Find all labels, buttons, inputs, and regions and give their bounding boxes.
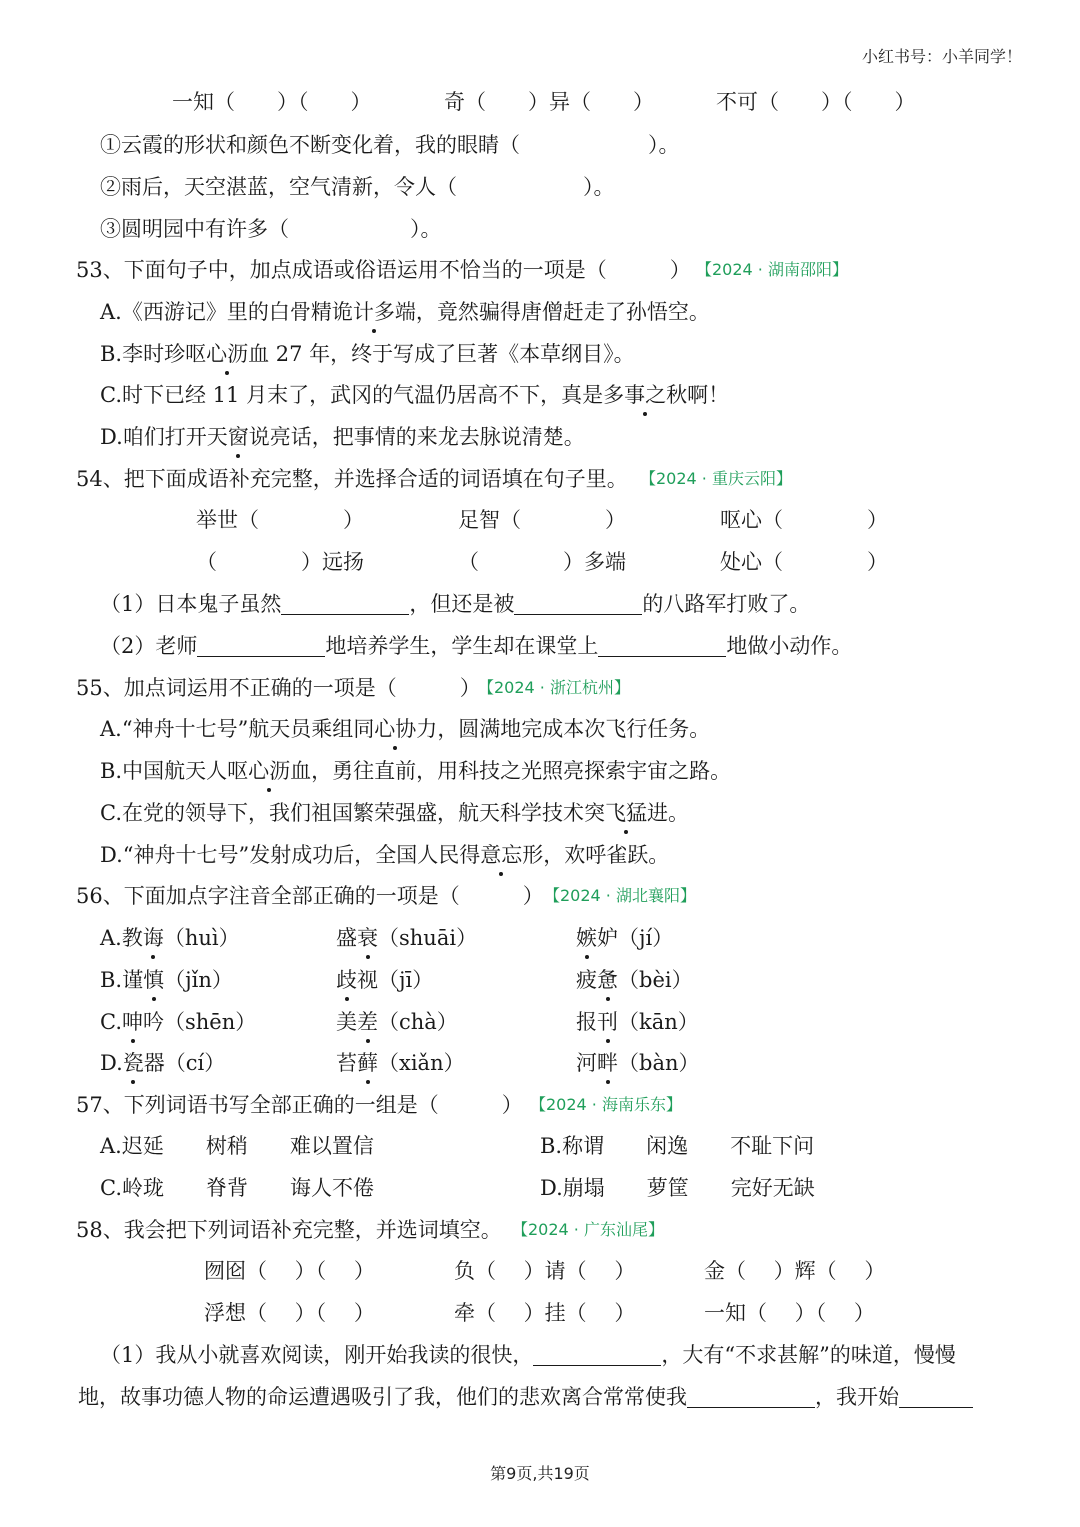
pinyin-item: C.呻吟（shēn） xyxy=(100,1004,256,1040)
option-text: C.岭珑 脊背 诲人不倦 xyxy=(100,1176,374,1200)
sentence-line xyxy=(0,169,1080,205)
idiom-blank: 囫囵（ ）（ ） xyxy=(204,1259,375,1283)
source-tag: 【2024 · 浙江杭州】 xyxy=(478,678,630,697)
sentence-text: ）。 xyxy=(583,175,615,199)
dotted-word: 呕心沥血 xyxy=(185,336,269,372)
fill-sentence xyxy=(0,628,1080,664)
idiom-blank: （ ）多端 xyxy=(458,550,626,574)
question-text: 53、下面句子中，加点成语或俗语运用不恰当的一项是（ ） xyxy=(76,258,691,282)
option-text: B.中国航天人呕心沥血，勇往直前，用科技之光照亮探索宇宙之路。 xyxy=(100,753,731,789)
dotted-word: 突飞猛进 xyxy=(584,795,668,831)
idiom-blank: 一知（ ）（ ） xyxy=(172,90,372,114)
sentence-text: ）。 xyxy=(648,133,680,157)
pinyin-item: A.教诲（huì） xyxy=(100,920,240,956)
dotted-word: 诡计多端 xyxy=(332,294,416,330)
dotted-char: 衰 xyxy=(357,920,378,956)
pinyin-item: 疲惫（bèi） xyxy=(576,962,693,998)
dotted-word: 呕心沥血 xyxy=(227,753,311,789)
sentence-text: ）。 xyxy=(410,217,442,241)
idiom-row xyxy=(0,502,1080,538)
fill-sentence xyxy=(0,1379,1080,1415)
idiom-row xyxy=(0,1253,1080,1289)
answer-blank[interactable] xyxy=(197,632,325,657)
pinyin-row xyxy=(0,1045,1080,1081)
source-tag: 【2024 · 重庆云阳】 xyxy=(640,469,792,488)
option-line xyxy=(0,837,1080,873)
question-stem xyxy=(0,1212,1080,1248)
idiom-row xyxy=(0,1295,1080,1331)
dotted-char: 慎 xyxy=(143,962,164,998)
option-row xyxy=(0,1170,1080,1206)
dotted-char: 歧 xyxy=(336,962,357,998)
question-text: 56、下面加点字注音全部正确的一项是（ ） xyxy=(76,884,544,908)
dotted-word: 打开天窗说亮话 xyxy=(165,419,312,455)
option-row xyxy=(0,1128,1080,1164)
pinyin-item: 报刊（kān） xyxy=(576,1004,699,1040)
dotted-char: 嫉 xyxy=(576,920,597,956)
pinyin-item: 河畔（bàn） xyxy=(576,1045,700,1081)
idiom-blank: 奇（ ）异（ ） xyxy=(444,90,654,114)
question-stem xyxy=(0,670,1080,706)
question-text: 55、加点词运用不正确的一项是（ ） xyxy=(76,676,481,700)
fill-text: （1）我从小就喜欢阅读，刚开始我读的很快， ，大有“不求甚解”的味道，慢慢 xyxy=(100,1343,956,1367)
pinyin-row xyxy=(0,962,1080,998)
fill-text: 地，故事功德人物的命运遭遇吸引了我，他们的悲欢离合常常使我 ，我开始 xyxy=(78,1379,973,1415)
idiom-row xyxy=(0,544,1080,580)
source-tag: 【2024 · 湖南邵阳】 xyxy=(696,260,848,279)
question-stem xyxy=(0,878,1080,914)
answer-blank[interactable] xyxy=(687,1383,815,1408)
pinyin-item: D.瓷器（cí） xyxy=(100,1045,225,1081)
source-tag: 【2024 · 广东汕尾】 xyxy=(512,1220,664,1239)
dotted-word: 得意忘形 xyxy=(459,837,543,873)
dotted-word: 多事之秋 xyxy=(603,377,687,413)
idiom-blank: 牵（ ）挂（ ） xyxy=(454,1301,636,1325)
dotted-char: 呻 xyxy=(122,1004,143,1040)
fill-text: （2）老师 地培养学生，学生却在课堂上 地做小动作。 xyxy=(100,634,853,658)
idiom-blank: 呕心（ ） xyxy=(720,508,888,532)
option-text: A.“神舟十七号”航天员乘组同心协力，圆满地完成本次飞行任务。 xyxy=(100,711,710,747)
answer-blank[interactable] xyxy=(533,1341,661,1366)
option-text: A.迟延 树稍 难以置信 xyxy=(100,1134,374,1158)
idiom-blank: 不可（ ）（ ） xyxy=(716,90,916,114)
pinyin-item: B.谨慎（jǐn） xyxy=(100,962,233,998)
sentence-line xyxy=(0,127,1080,163)
page-header: 小红书号：小羊同学！ xyxy=(861,47,1022,66)
idiom-blank: 浮想（ ）（ ） xyxy=(204,1301,375,1325)
option-text: A.《西游记》里的白骨精诡计多端，竟然骗得唐僧赶走了孙悟空。 xyxy=(100,294,710,330)
idiom-blank: 金（ ）辉（ ） xyxy=(704,1259,886,1283)
option-line xyxy=(0,377,1080,413)
question-text: 54、把下面成语补充完整，并选择合适的词语填在句子里。 xyxy=(76,467,628,491)
option-text: D.崩塌 萝筐 完好无缺 xyxy=(540,1176,815,1200)
answer-blank[interactable] xyxy=(514,590,642,615)
sentence-text: ①云霞的形状和颜色不断变化着，我的眼睛（ xyxy=(100,133,520,157)
dotted-char: 畔 xyxy=(597,1045,618,1081)
sentence-text: ③圆明园中有许多（ xyxy=(100,217,289,241)
pinyin-item: 歧视（jī） xyxy=(336,962,433,998)
option-text: D.“神舟十七号”发射成功后，全国人民得意忘形，欢呼雀跃。 xyxy=(100,837,669,873)
sentence-text: ②雨后，天空湛蓝，空气清新，令人（ xyxy=(100,175,457,199)
option-line xyxy=(0,294,1080,330)
idiom-blank: 足智（ ） xyxy=(458,508,626,532)
option-text: C.时下已经 11 月末了，武冈的气温仍居高不下，真是多事之秋啊！ xyxy=(100,377,729,413)
option-line xyxy=(0,711,1080,747)
fill-sentence xyxy=(0,1337,1080,1373)
question-stem xyxy=(0,461,1080,497)
dotted-char: 刊 xyxy=(597,1004,618,1040)
answer-blank[interactable] xyxy=(899,1383,973,1408)
page-footer: 第9页,共19页 xyxy=(490,1464,590,1483)
option-text: C.在党的领导下，我们祖国繁荣强盛，航天科学技术突飞猛进。 xyxy=(100,795,689,831)
pinyin-item: 美差（chà） xyxy=(336,1004,458,1040)
fill-text: （1）日本鬼子虽然 ，但还是被 的八路军打败了。 xyxy=(100,592,811,616)
option-line xyxy=(0,336,1080,372)
dotted-char: 瓷 xyxy=(123,1045,144,1081)
dotted-char: 藓 xyxy=(357,1045,378,1081)
answer-blank[interactable] xyxy=(598,632,726,657)
idiom-blank: 举世（ ） xyxy=(196,508,364,532)
option-line xyxy=(0,795,1080,831)
pinyin-row xyxy=(0,920,1080,956)
question-text: 58、我会把下列词语补充完整，并选词填空。 xyxy=(76,1218,502,1242)
fill-sentence xyxy=(0,586,1080,622)
question-stem xyxy=(0,1087,1080,1123)
source-tag: 【2024 · 湖北襄阳】 xyxy=(544,886,696,905)
question-stem xyxy=(0,252,1080,288)
idiom-blank: 负（ ）请（ ） xyxy=(454,1259,636,1283)
pinyin-item: 嫉妒（jí） xyxy=(576,920,673,956)
dotted-char: 惫 xyxy=(597,962,618,998)
sentence-line xyxy=(0,211,1080,247)
idiom-blank: 一知（ ）（ ） xyxy=(704,1301,875,1325)
source-tag: 【2024 · 海南乐东】 xyxy=(530,1095,682,1114)
pinyin-item: 盛衰（shuāi） xyxy=(336,920,477,956)
option-text: D.咱们打开天窗说亮话，把事情的来龙去脉说清楚。 xyxy=(100,419,585,455)
dotted-word: 同心协力 xyxy=(353,711,437,747)
dotted-char: 诲 xyxy=(143,920,164,956)
option-text: B.称谓 闲逸 不耻下问 xyxy=(540,1134,815,1158)
option-line xyxy=(0,753,1080,789)
pinyin-item: 苔藓（xiǎn） xyxy=(336,1045,465,1081)
idiom-blank: 处心（ ） xyxy=(720,550,888,574)
pinyin-row xyxy=(0,1004,1080,1040)
dotted-char: 差 xyxy=(357,1004,378,1040)
question-text: 57、下列词语书写全部正确的一组是（ ） xyxy=(76,1093,523,1117)
idiom-blank: （ ）远扬 xyxy=(196,550,364,574)
idiom-row xyxy=(0,84,1080,120)
answer-blank[interactable] xyxy=(281,590,409,615)
option-line xyxy=(0,419,1080,455)
option-text: B.李时珍呕心沥血 27 年，终于写成了巨著《本草纲目》。 xyxy=(100,336,635,372)
